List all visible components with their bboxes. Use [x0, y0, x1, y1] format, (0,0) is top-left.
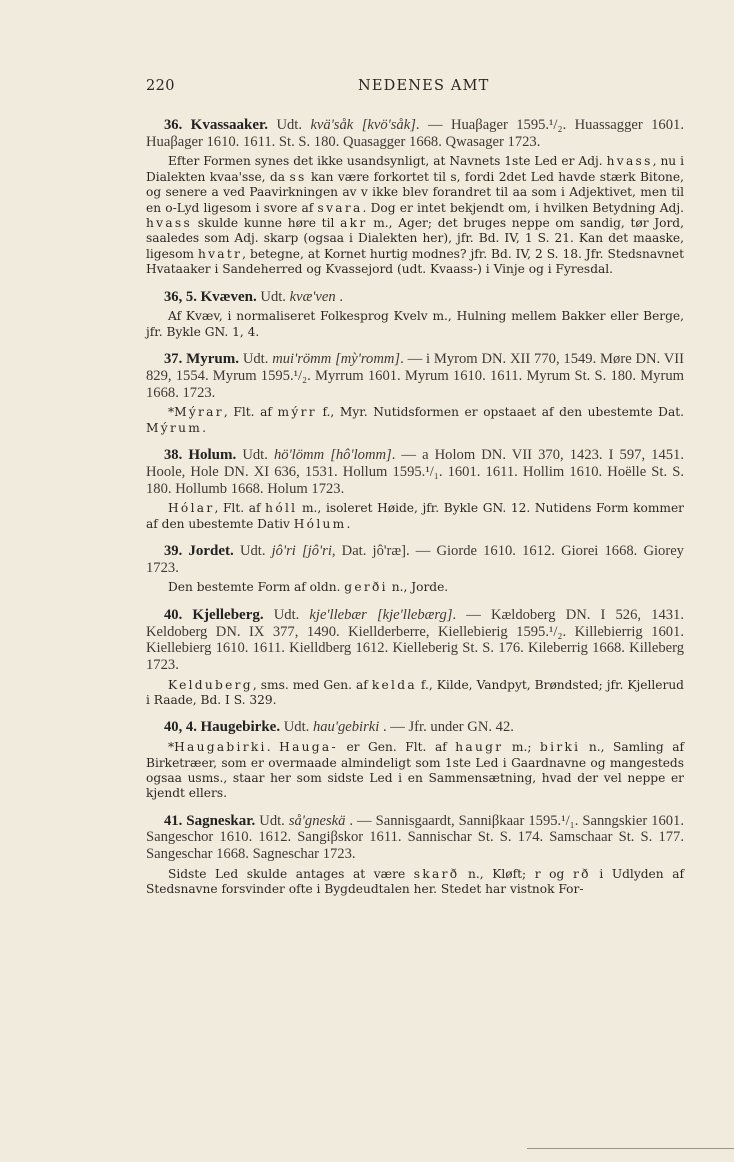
note-text: , Flt. af [223, 405, 278, 420]
entry-heading [146, 543, 684, 576]
note-text: n., Kløft; r og [459, 866, 573, 881]
spaced-word: hóll [265, 501, 298, 516]
entry-name: Jordet. [188, 543, 234, 560]
historical-forms: . — Huaβager 1595.¹/₂. Huassagger 1601. Huaβager 1610. 1611. St. S. 180. Quasagger 1668. Qwasager 1723. [146, 117, 684, 150]
pronunciation-label: Udt. [239, 543, 266, 560]
note-text: * [168, 405, 175, 420]
pronunciation-bracketed: [jô'ri [301, 543, 332, 560]
historical-forms: . [339, 288, 343, 305]
note-text: Sidste Led skulde antages at være [168, 866, 414, 881]
entry-heading [146, 117, 684, 150]
entry-name: Haugebirke. [200, 719, 281, 736]
entry-commentary [146, 580, 684, 595]
entry-heading [146, 607, 684, 674]
spaced-word: hvass [606, 154, 653, 169]
page-number: 220 [146, 78, 175, 94]
note-text: Den bestemte Form af oldn. [168, 580, 345, 595]
pronunciation: hau'gebirki [312, 719, 380, 736]
spaced-word: hvass [146, 216, 193, 231]
spaced-word: svara [317, 200, 363, 215]
entry-commentary [146, 740, 684, 802]
entry-heading [146, 351, 684, 401]
note-text: f., Kilde, Vandpyt, Brøndsted; jfr. Kjellerud i Raade, Bd. I S. 329. [146, 677, 684, 708]
farm-entry [146, 543, 684, 596]
entry-name: Myrum. [186, 351, 239, 368]
note-text: m., isoleret Høide, jfr. Bykle GN. 12. Nutidens Form kommer af den ubestemte Dativ [146, 501, 684, 531]
note-text: f., Myr. Nutidsformen er opstaaet af den ubestemte Dat. [316, 405, 684, 420]
spaced-word: haugr [455, 740, 504, 755]
entry-name: Kvæven. [200, 288, 257, 305]
entry-number: 36. [164, 117, 183, 133]
spaced-word: ss [289, 169, 307, 184]
entry-commentary [146, 154, 684, 277]
note-text: * [168, 740, 175, 755]
spaced-word: mýrr [277, 405, 317, 420]
pronunciation-bracketed: [mỳ'romm] [335, 351, 401, 368]
spaced-word: gerði [344, 580, 388, 595]
note-text: i Udlyden af Stedsnavne forsvinder ofte i Bygdeudtalen her. Stedet har vistnok For- [146, 866, 684, 897]
pronunciation-label: Udt. [283, 719, 310, 736]
note-text: m., Ager; det bruges neppe om sandig, tør Jord, saaledes som Adj. skarp (ogsaa i Dialekten her), jfr. Bd. IV, 1 S. 21. Kan det maaske, ligesom [146, 216, 684, 261]
spaced-word: Hólum [293, 516, 347, 531]
note-text: . [266, 740, 280, 755]
note-text: kan være forkortet til s, fordi 2det Led havde stærk Bitone, og senere a ved Paavirkningen av v ikke blev forandret til aa som i Adjektivet, men til en o-Lyd ligesom i svore af [146, 169, 684, 215]
historical-forms: . — Kældoberg DN. I 526, 1431. Keldoberg DN. IX 377, 1490. Kiellderberre, Kiellebierig 1595.¹/₂. Killebierrig 1601. Kiellebierg 1610. 1611. Kielldberg 1612. Kielleberig St. S. 176. Kileberrig 1668. Killeberg 1723. [146, 606, 685, 673]
spaced-word: Mýrar [174, 405, 224, 420]
entry-name: Sagneskar. [186, 812, 256, 829]
note-text: . Dog er intet bekjendt om, i hvilken Betydning Adj. [362, 200, 684, 215]
entry-number: 36, 5. [164, 288, 197, 305]
pronunciation: kvæ'ven [289, 288, 336, 305]
pronunciation-label: Udt. [242, 447, 268, 464]
pronunciation: jô'ri [271, 543, 296, 560]
farm-entry [146, 813, 684, 898]
entry-commentary [146, 678, 684, 709]
spaced-word: Hólar [168, 501, 215, 516]
entry-name: Holum. [188, 447, 237, 464]
pronunciation-label: Udt. [242, 351, 269, 368]
note-text: . [202, 420, 206, 435]
entry-heading [146, 813, 684, 863]
farm-entry [146, 351, 684, 436]
note-text: n., Samling af Birketræer, som er overmaade almindeligt som 1ste Led i Gaardnavne og mangesteds ogsaa usms., staar her som sidste Led i en Sammensætning, hvad der vel neppe er kjendt ellers. [146, 740, 685, 801]
pronunciation-bracketed: [kvö'såk] [361, 117, 416, 133]
entry-number: 37. [164, 351, 183, 368]
note-text: skulde kunne høre til [192, 216, 341, 231]
entry-commentary [146, 501, 684, 532]
spaced-word: Hauga- [279, 740, 338, 755]
historical-forms: , Dat. jô'ræ]. — Giorde 1610. 1612. Giorei 1668. Giorey 1723. [146, 543, 684, 576]
note-text: er Gen. Flt. af [337, 740, 456, 755]
pronunciation: så'gneskä [288, 812, 346, 829]
page-content [146, 117, 684, 909]
entry-heading [146, 719, 684, 736]
pronunciation-bracketed: [kje'llebærg] [376, 606, 453, 623]
note-text: Efter Formen synes det ikke usandsynligt, at Navnets 1ste Led er Adj. [168, 154, 607, 169]
note-text: n., Jorde. [387, 580, 449, 595]
spaced-word: birki [540, 740, 581, 755]
historical-forms: . — Jfr. under GN. 42. [382, 719, 514, 736]
entry-name: Kjelleberg. [192, 606, 264, 623]
note-text: , sms. med Gen. af [252, 677, 372, 692]
note-text: Af Kvæv, i normaliseret Folkesprog Kvelv m., Hulning mellem Bakker eller Berge, jfr. Bykle GN. 1, 4. [146, 309, 684, 339]
spaced-word: akr [340, 216, 368, 231]
pronunciation: kvä'såk [310, 117, 354, 133]
entry-commentary [146, 309, 684, 340]
farm-entry [146, 117, 684, 278]
historical-forms: . — a Holom DN. VII 370, 1423. I 597, 1451. Hoole, Hole DN. XI 636, 1531. Hollum 1595.¹/₁. 1601. 1611. Hollim 1610. Hoëlle St. S. 180. Hollumb 1668. Holum 1723. [146, 447, 685, 497]
farm-entry [146, 289, 684, 341]
pronunciation-label: Udt. [276, 117, 303, 133]
entry-number: 39. [164, 543, 183, 560]
entry-number: 38. [164, 447, 183, 464]
spaced-word: hvatr [197, 246, 243, 261]
entry-commentary [146, 867, 684, 898]
pronunciation: kje'llebær [309, 606, 367, 623]
note-text: , betegne, at Kornet hurtig modnes? jfr. Bd. IV, 2 S. 18. Jfr. Stedsnavnet Hvataaker i Sandeherred og Kvassejord (udt. Kvaass-) i Vinje og i Fyresdal. [146, 246, 685, 277]
entry-number: 40, 4. [164, 719, 197, 736]
note-text: m.; [503, 740, 541, 755]
farm-entry [146, 719, 684, 801]
pronunciation-label: Udt. [260, 288, 286, 305]
entry-name: Kvassaaker. [190, 117, 269, 133]
running-title: NEDENES AMT [358, 78, 490, 94]
entry-number: 41. [164, 812, 183, 829]
pronunciation-label: Udt. [273, 606, 300, 623]
pronunciation: mui'römm [272, 351, 332, 368]
note-text: , nu i Dialekten kvaa'sse, da [146, 154, 685, 184]
entry-number: 40. [164, 606, 183, 623]
note-text: , Flt. af [214, 501, 266, 516]
spaced-word: Kelduberg [168, 677, 253, 692]
spaced-word: rð [572, 866, 591, 881]
pronunciation-label: Udt. [259, 812, 285, 829]
spaced-word: skarð [413, 866, 460, 881]
farm-entry [146, 447, 684, 532]
note-text: . [346, 516, 351, 531]
entry-heading [146, 447, 684, 497]
entry-heading [146, 289, 684, 306]
bottom-rule [527, 1148, 734, 1149]
spaced-word: kelda [371, 677, 417, 692]
historical-forms: . — Sannisgaardt, Sanniβkaar 1595.¹/₁. Sanngskier 1601. Sangeschor 1610. 1612. Sangiβskor 1611. Sannischar St. S. 174. Samschaar St. S. 177. Sangeschar 1668. Sagneschar 1723. [146, 812, 685, 863]
spaced-word: Mýrum [146, 420, 203, 435]
spaced-word: Haugabirki [174, 740, 267, 755]
farm-entry [146, 607, 684, 709]
historical-forms: . — i Myrom DN. XII 770, 1549. Møre DN. VII 829, 1554. Myrum 1595.¹/₂. Myrrum 1601. Myrum 1610. 1611. Myrum St. S. 180. Myrum 1668. 1723. [146, 351, 685, 401]
pronunciation-bracketed: [hô'lomm] [330, 447, 392, 464]
pronunciation: hö'lömm [273, 447, 325, 464]
entry-commentary [146, 405, 684, 436]
